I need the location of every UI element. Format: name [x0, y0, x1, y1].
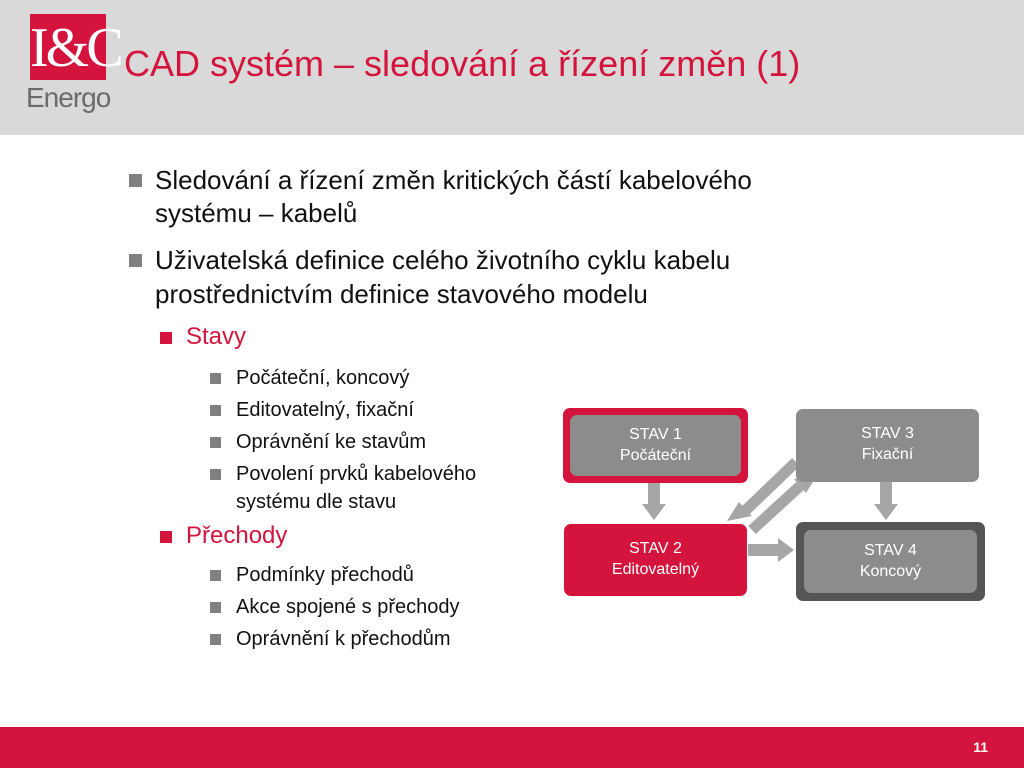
stavy-item: systému dle stavu	[236, 491, 397, 513]
page-number: 11	[973, 739, 988, 755]
bullet-prechody: Přechody	[186, 522, 288, 549]
prechody-item: Akce spojené s přechody	[236, 596, 460, 618]
state-stav2	[564, 524, 747, 596]
prechody-item: Podmínky přechodů	[236, 564, 414, 586]
state-stav3	[796, 409, 979, 482]
arrow-head	[874, 504, 898, 520]
bullet-2-line-2: prostřednictvím definice stavového modelu	[155, 279, 648, 309]
logo-word: Energo	[26, 82, 111, 113]
state-stav3-name: STAV 3	[861, 425, 914, 442]
state-stav4-name: STAV 4	[864, 542, 917, 559]
state-stav1-name: STAV 1	[629, 426, 682, 443]
arrow-stav1-stav2	[648, 482, 660, 504]
prechody-item: Oprávnění k přechodům	[236, 628, 451, 650]
arrow-head	[642, 504, 666, 520]
bullet-stavy: Stavy	[186, 323, 247, 350]
state-stav1	[570, 415, 741, 476]
stavy-item: Editovatelný, fixační	[236, 399, 414, 421]
bullet-2-line-1: Uživatelská definice celého životního cyklu kabelu	[155, 245, 731, 275]
logo-mark: I&C	[30, 17, 121, 79]
arrow-head	[778, 538, 794, 562]
stavy-item: Počáteční, koncový	[236, 367, 410, 389]
bullet-1-line-2: systému – kabelů	[155, 198, 358, 228]
stavy-item: Oprávnění ke stavům	[236, 431, 427, 453]
state-stav4	[804, 530, 977, 593]
slide-title: CAD systém – sledování a řízení změn (1)	[124, 43, 801, 84]
footer-bar	[0, 727, 1024, 768]
state-stav1-label: Počáteční	[619, 447, 692, 464]
state-stav3-label: Fixační	[861, 446, 914, 463]
arrow-stav2-stav4	[748, 544, 778, 556]
stavy-item: Povolení prvků kabelového	[236, 463, 477, 485]
bullet-1-line-1: Sledování a řízení změn kritických částí kabelového	[155, 165, 752, 195]
state-stav2-name: STAV 2	[629, 540, 682, 557]
arrow-stav3-stav4	[880, 482, 892, 504]
state-stav2-label: Editovatelný	[611, 561, 700, 578]
state-stav4-label: Koncový	[859, 563, 922, 580]
